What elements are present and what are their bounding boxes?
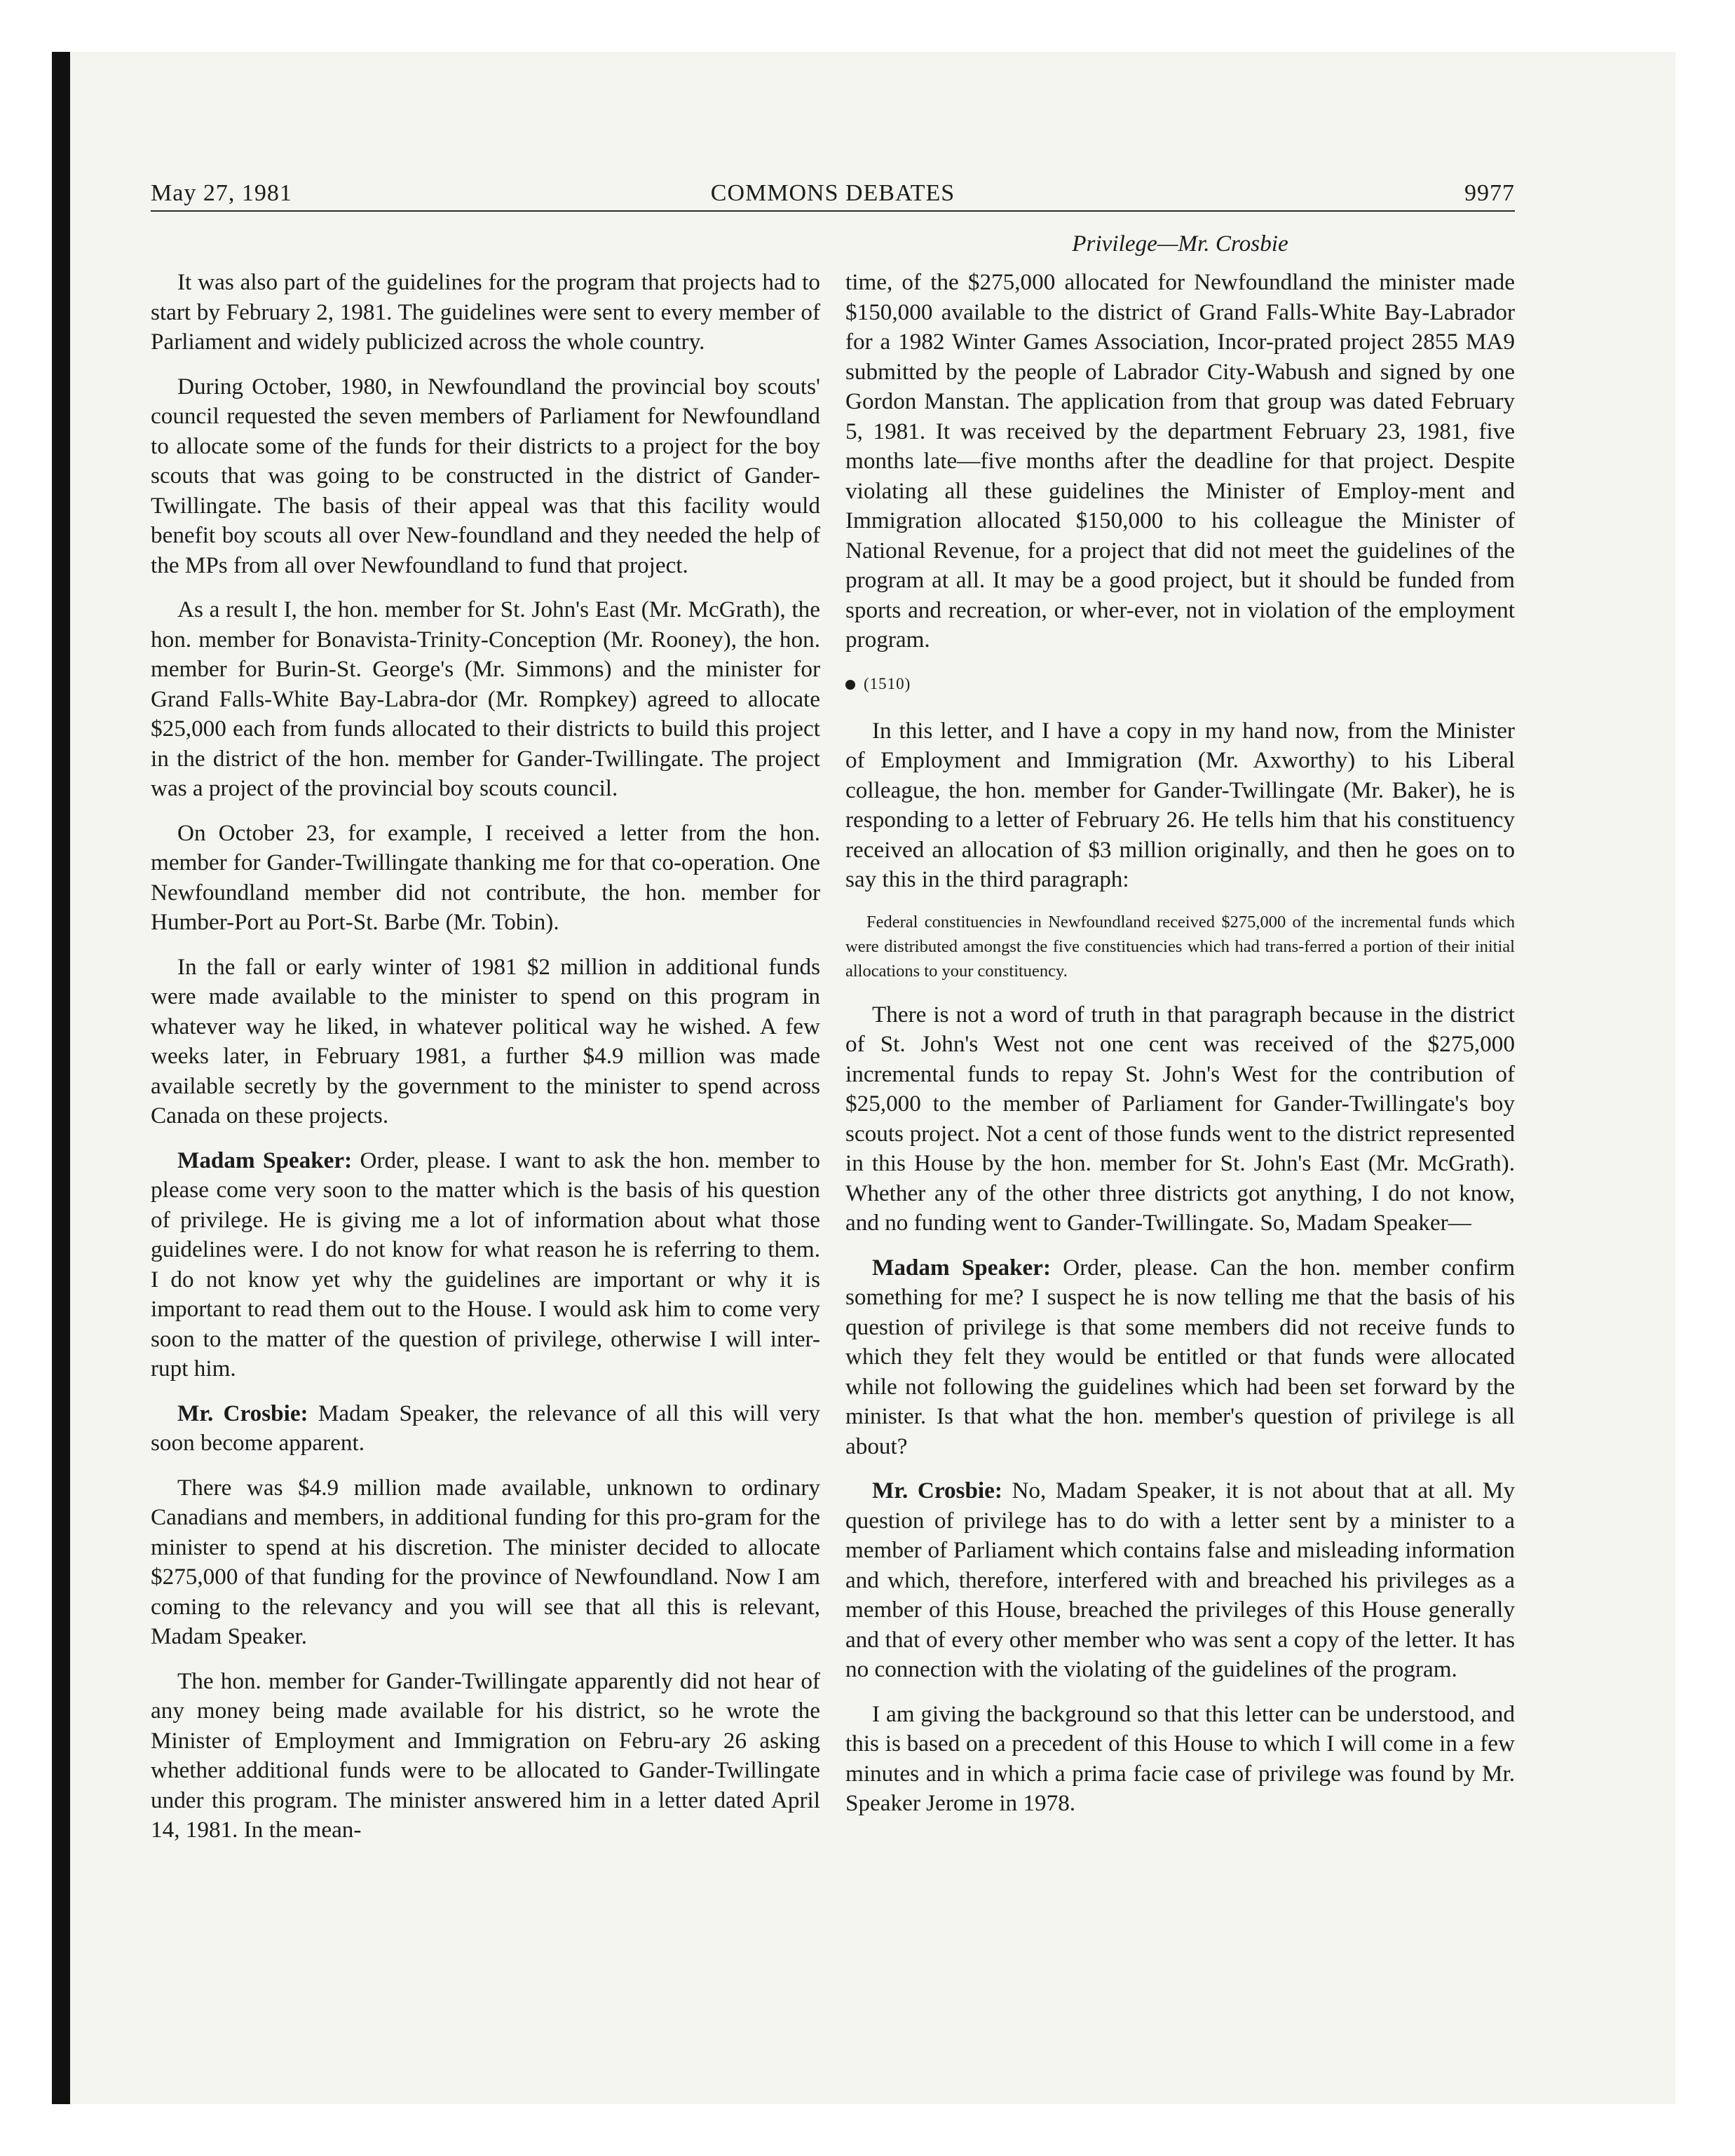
right-column bbox=[845, 268, 1515, 1834]
paragraph bbox=[845, 716, 1515, 895]
paragraph bbox=[151, 268, 820, 357]
bullet-icon bbox=[845, 680, 855, 690]
paragraph-text: Order, please. I want to ask the hon. member to please come very soon to the matter which is the basis of his question of privilege. He is giving me a lot of information about what those guidelines were. I do not know for what reason he is referring to them. I do not know yet why the guidelines are important or why it is important to read them out to the House. I would ask him to come very soon to the matter of the question of privilege, otherwise I will inter-rupt him. bbox=[151, 1147, 821, 1381]
block-quote: Federal constituencies in Newfoundland received $275,000 of the incremental funds which were distributed amongst the five constituencies which had trans-ferred a portion of their initial allocations to your constituency. bbox=[845, 912, 1515, 981]
paragraph bbox=[845, 1700, 1515, 1819]
paragraph bbox=[151, 372, 820, 581]
paragraph-text: As a result I, the hon. member for St. John's East (Mr. McGrath), the hon. member for Bonavista-Trinity-Conception (Mr. Rooney), the hon. member for Burin-St. George's (Mr. Simmons) and the minister for Grand Falls-White Bay-Labra-dor (Mr. Rompkey) agreed to allocate $25,000 each from funds allocated to their districts to build this project in the district of the hon. member for Gander-Twillingate. The project was a project of the provincial boy scouts council. bbox=[151, 596, 820, 801]
header-page-number: 9977 bbox=[1464, 180, 1515, 206]
paragraph bbox=[845, 1000, 1515, 1239]
paragraph-text: Order, please. Can the hon. member confirm something for me? I suspect he is now telling me that the basis of his question of privilege is that some members did not receive funds to which they felt they would be entitled or that funds were allocated while not following the guidelines which had been set forward by the minister. Is that what the hon. member's question of privilege is all about? bbox=[845, 1254, 1516, 1459]
paragraph-text: In the fall or early winter of 1981 $2 million in additional funds were made available to the minister to spend on this program in whatever way he liked, in whatever political way he wished. A few weeks later, in February 1981, a further $4.9 million was made available secretly by the government to the minister to spend across Canada on these projects. bbox=[151, 953, 820, 1128]
paragraph-text: I am giving the background so that this letter can be understood, and this is based on a precedent of this House to which I will come in a few minutes and in which a prima facie case of privilege was found by Mr. Speaker Jerome in 1978. bbox=[845, 1700, 1515, 1816]
header-rule bbox=[151, 210, 1515, 212]
speech-paragraph bbox=[151, 1399, 820, 1459]
speaker-name: Mr. Crosbie: bbox=[872, 1478, 1002, 1503]
left-column bbox=[151, 268, 820, 1860]
time-marker-text: (1510) bbox=[864, 674, 911, 692]
section-heading: Privilege—Mr. Crosbie bbox=[1072, 231, 1288, 257]
scan-edge bbox=[52, 52, 70, 2104]
speech-paragraph bbox=[151, 1146, 820, 1384]
paragraph-text: No, Madam Speaker, it is not about that at all. My question of privilege has to do with a letter sent by a minister to a member of Parliament which contains false and misleading information and which, therefore, interfered with and breached his privileges as a member of this House, breached the privileges of this House generally and that of every other member who was sent a copy of the letter. It has no connection with the violating of the guidelines of the program. bbox=[845, 1478, 1516, 1682]
speaker-name: Madam Speaker: bbox=[872, 1254, 1052, 1281]
speaker-name: Madam Speaker: bbox=[177, 1147, 353, 1173]
speech-paragraph bbox=[845, 1476, 1515, 1685]
paragraph bbox=[151, 953, 820, 1131]
header-publication: COMMONS DEBATES bbox=[710, 180, 955, 206]
header-date: May 27, 1981 bbox=[151, 180, 292, 206]
paragraph bbox=[845, 268, 1515, 655]
paragraph-text: There is not a word of truth in that paragraph because in the district of St. John's West not one cent was received of the $275,000 incremental funds to repay St. John's West for the contribution of $25,000 to the member of Parliament for Gander-Twillingate's boy scouts project. Not a cent of those funds went to the district represented in this House by the hon. member for St. John's East (Mr. McGrath). Whether any of the other three districts got anything, I do not know, and no funding went to Gander-Twillingate. So, Madam Speaker— bbox=[845, 1001, 1515, 1236]
speaker-name: Mr. Crosbie: bbox=[177, 1400, 308, 1426]
paragraph bbox=[151, 1667, 820, 1845]
paragraph bbox=[151, 595, 820, 804]
running-header bbox=[151, 177, 1515, 210]
paragraph-text: It was also part of the guidelines for the program that projects had to start by February 2, 1981. The guidelines were sent to every member of Parliament and widely publicized across the whole country. bbox=[151, 269, 820, 355]
paragraph bbox=[151, 819, 820, 938]
paragraph bbox=[151, 1473, 820, 1652]
paragraph-text: In this letter, and I have a copy in my hand now, from the Minister of Employment and Immigration (Mr. Axworthy) to his Liberal colleague, the hon. member for Gander-Twillingate (Mr. Baker), he is responding to a letter of February 26. He tells him that his constituency received an allocation of $3 million originally, and then he goes on to say this in the third paragraph: bbox=[845, 717, 1515, 892]
paragraph-text: During October, 1980, in Newfoundland the provincial boy scouts' council requested the seven members of Parliament for Newfoundland to allocate some of the funds for their districts to a project for the boy scouts that was going to be constructed in the district of Gander-Twillingate. The basis of their appeal was that this facility would benefit boy scouts all over New-foundland and they needed the help of the MPs from all over Newfoundland to fund that project. bbox=[151, 373, 820, 578]
paragraph-text: time, of the $275,000 allocated for Newfoundland the minister made $150,000 available to the district of Grand Falls-White Bay-Labrador for a 1982 Winter Games Association, Incor-prated project 2855 MA9 submitted by the people of Labrador City-Wabush and signed by one Gordon Manstan. The application from that group was dated February 5, 1981. It was received by the department February 23, 1981, five months late—five months after the deadline for that project. Despite violating all these guidelines the Minister of Employ-ment and Immigration allocated $150,000 to his colleague the Minister of National Revenue, for a project that did not meet the guidelines of the program at all. It may be a good project, but it should be funded from sports and recreation, or wher-ever, not in violation of the employment program. bbox=[845, 269, 1515, 653]
paragraph-text: The hon. member for Gander-Twillingate apparently did not hear of any money being made available for his district, so he wrote the Minister of Employment and Immigration on Febru-ary 26 asking whether additional funds were to be allocated to Gander-Twillingate under this program. The minister answered him in a letter dated April 14, 1981. In the mean- bbox=[151, 1667, 820, 1843]
paragraph-text: On October 23, for example, I received a letter from the hon. member for Gander-Twillingate thanking me for that co-operation. One Newfoundland member did not contribute, the hon. member for Humber-Port au Port-St. Barbe (Mr. Tobin). bbox=[151, 819, 820, 935]
speech-paragraph bbox=[845, 1253, 1515, 1462]
time-marker bbox=[845, 670, 1515, 698]
paragraph-text: There was $4.9 million made available, unknown to ordinary Canadians and members, in additional funding for this pro-gram for the minister to spend at his discretion. The minister decided to allocate $275,000 of that funding for the province of Newfoundland. Now I am coming to the relevancy and you will see that all this is relevant, Madam Speaker. bbox=[151, 1474, 820, 1649]
paragraph-text: Madam Speaker, the relevance of all this will very soon become apparent. bbox=[151, 1400, 820, 1456]
